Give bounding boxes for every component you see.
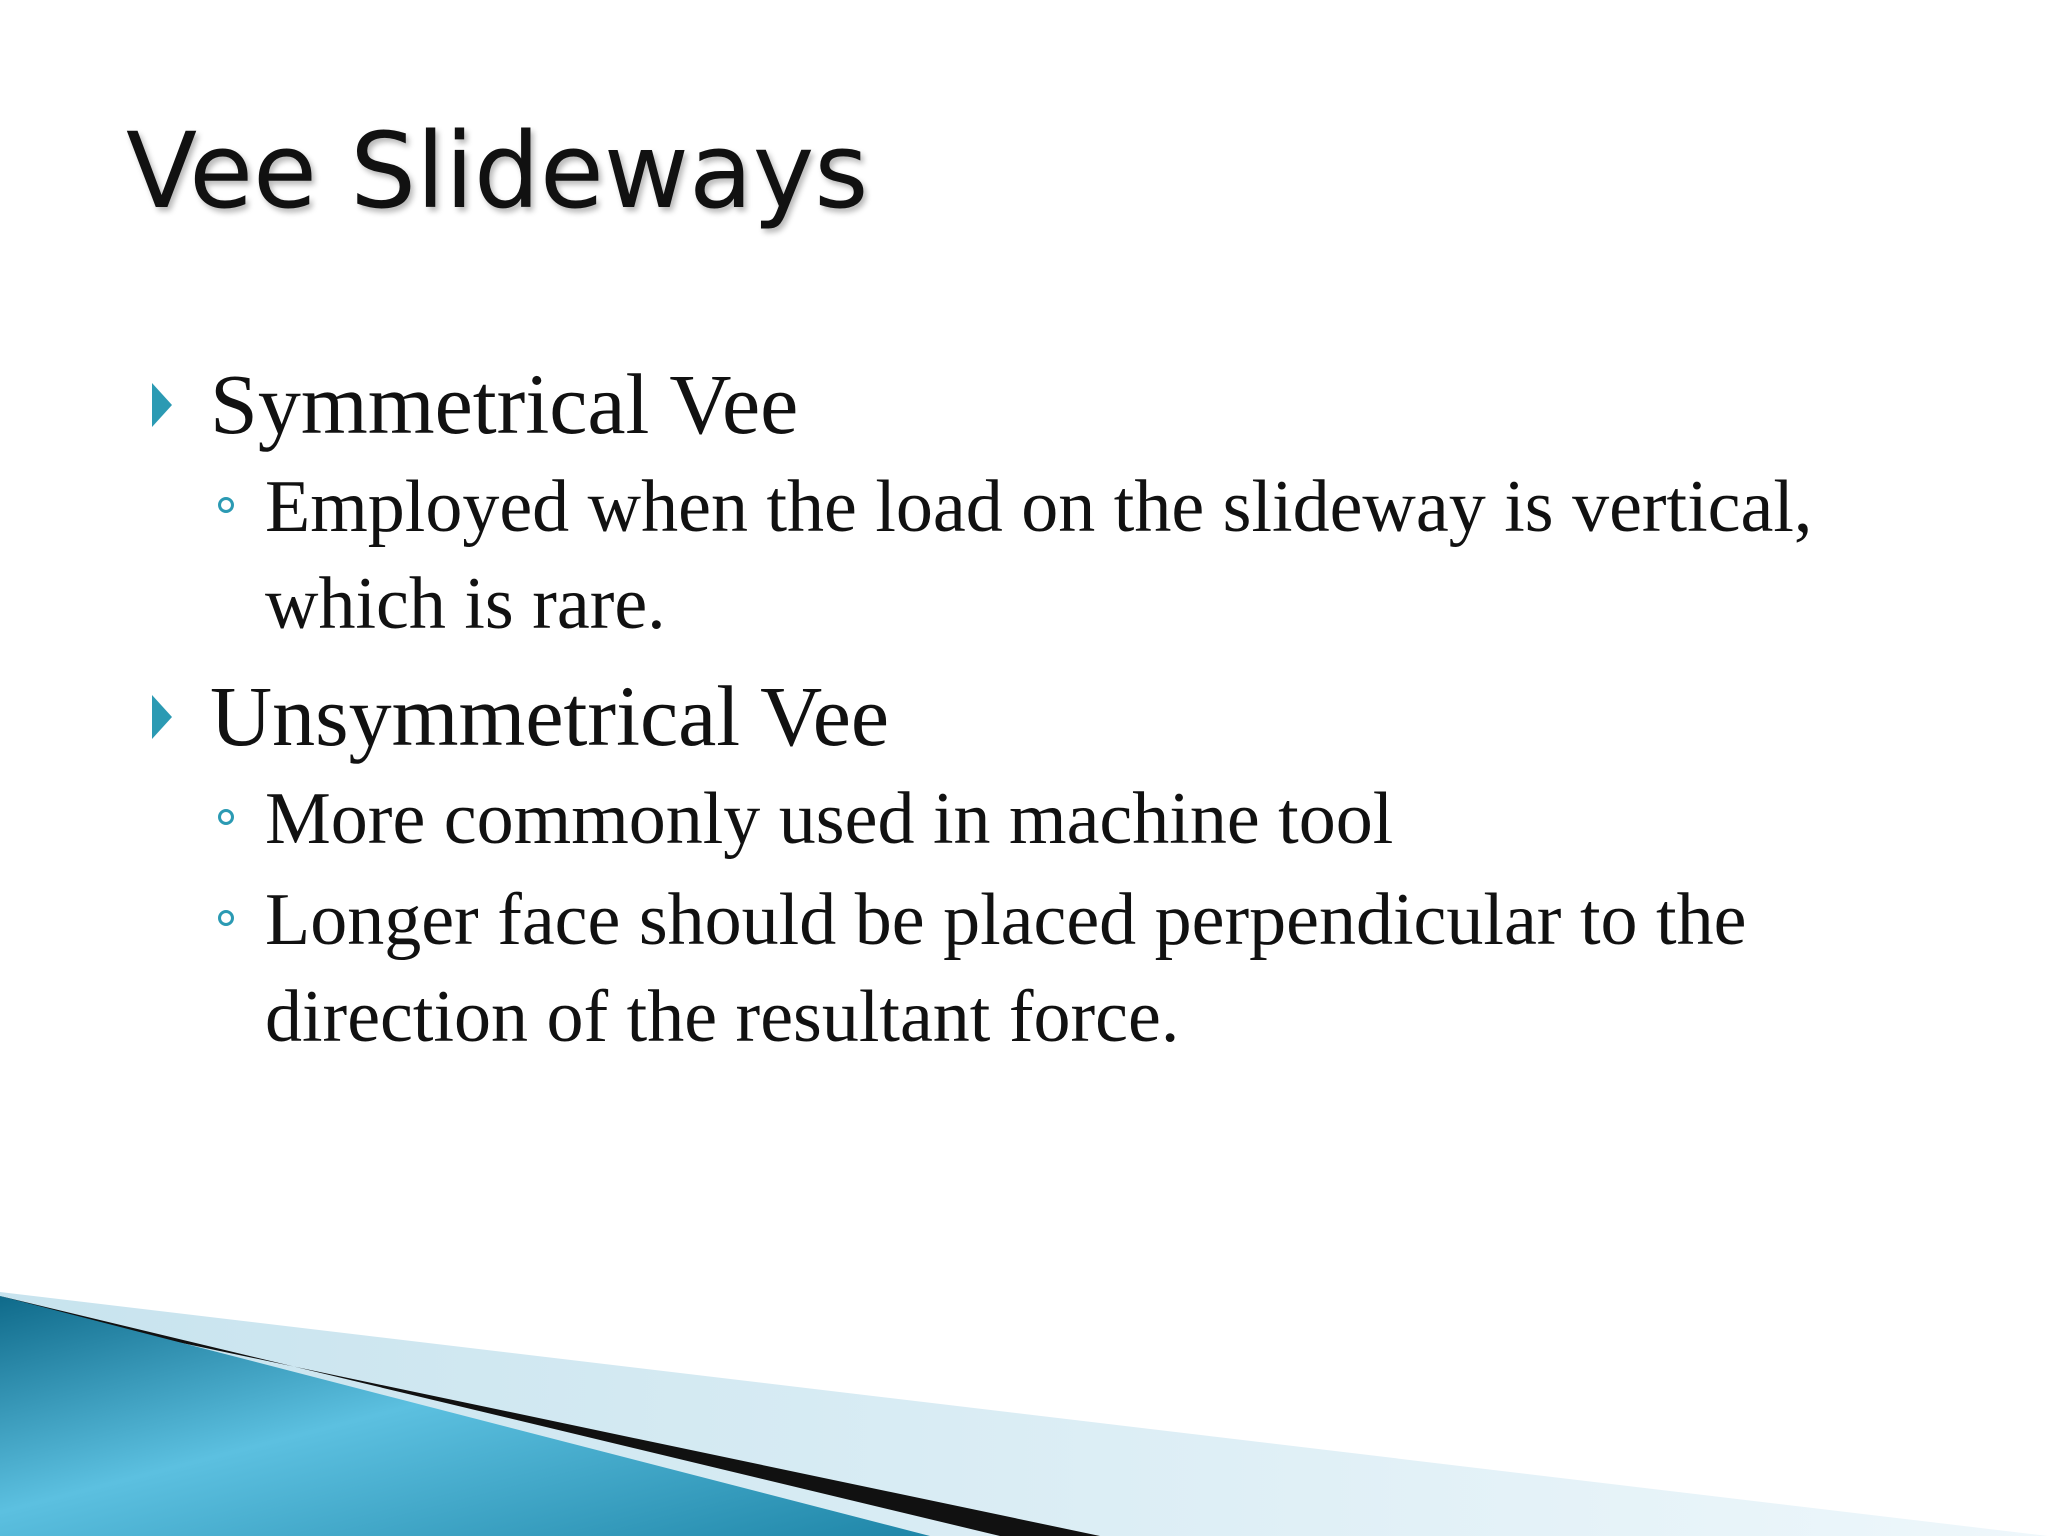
- sub-bullet-text: Employed when the load on the slideway is vertical, which is rare.: [265, 466, 1813, 645]
- sub-bullet: [150, 872, 1970, 1066]
- sub-bullet: [150, 771, 1970, 868]
- bottom-decoration: [0, 1200, 2048, 1536]
- hollow-circle-icon: [218, 910, 234, 926]
- bullet-text: Unsymmetrical Vee: [210, 668, 890, 764]
- triangle-right-icon: [152, 695, 172, 739]
- slide-title: Vee Slideways: [126, 110, 869, 232]
- hollow-circle-icon: [218, 809, 234, 825]
- sub-bullet-text: Longer face should be placed perpendicular to the direction of the resultant force.: [265, 879, 1747, 1058]
- hollow-circle-icon: [218, 497, 234, 513]
- bullet-unsymmetrical-vee: [150, 667, 1970, 765]
- bullet-text: Symmetrical Vee: [210, 356, 799, 452]
- triangle-right-icon: [152, 383, 172, 427]
- bullet-symmetrical-vee: [150, 355, 1970, 453]
- sublist-symmetrical-vee: [150, 459, 1970, 653]
- sub-bullet: [150, 459, 1970, 653]
- sublist-unsymmetrical-vee: [150, 771, 1970, 1066]
- sub-bullet-text: More commonly used in machine tool: [265, 778, 1394, 860]
- slide-content: [150, 355, 1970, 1080]
